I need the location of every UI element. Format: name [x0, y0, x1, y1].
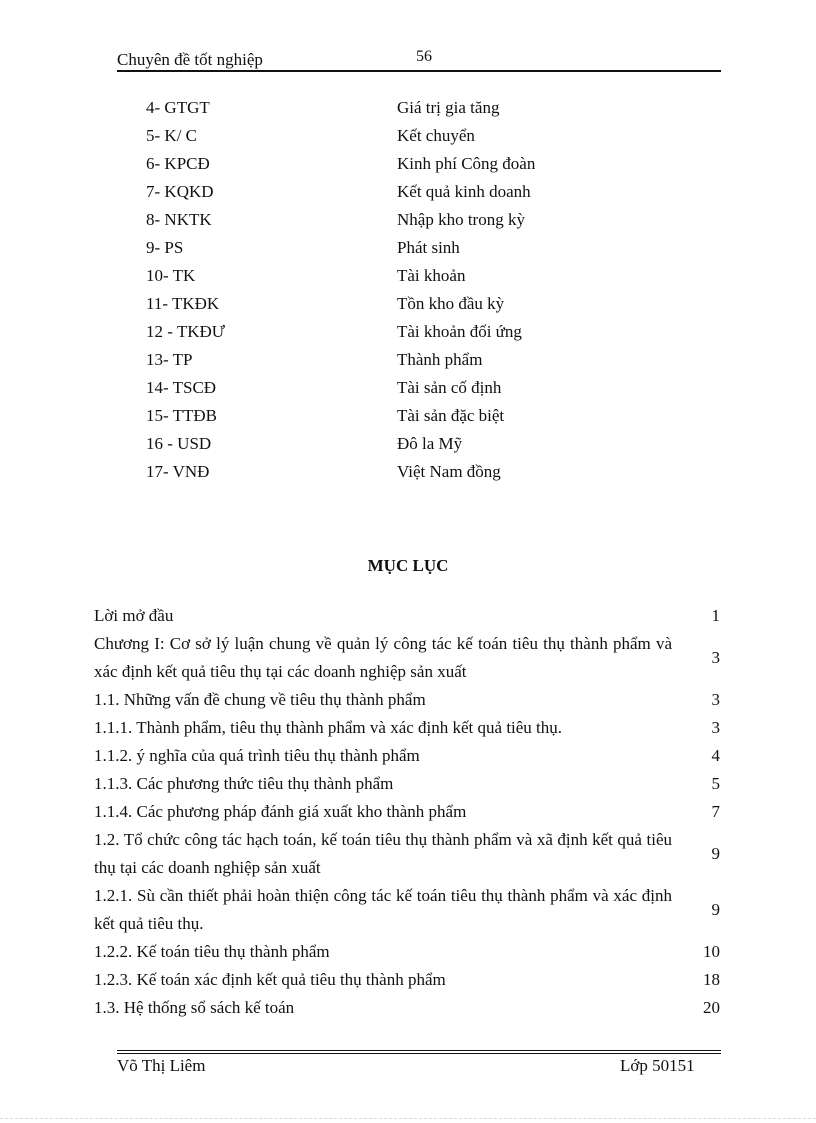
toc-entry-page: 10	[703, 942, 720, 961]
page-header	[117, 48, 721, 72]
abbreviation-row	[146, 402, 706, 430]
abbreviation-meaning: Tài khoản đối ứng	[397, 322, 522, 341]
abbreviation-code: 6- KPCĐ	[146, 154, 210, 173]
abbreviation-meaning: Giá trị gia tăng	[397, 98, 500, 117]
toc-entry[interactable]	[94, 770, 726, 798]
abbreviation-meaning: Phát sinh	[397, 238, 460, 257]
toc-entry-page: 9	[711, 844, 720, 863]
abbreviation-row	[146, 206, 706, 234]
toc-entry-text: 1.1.2. ý nghĩa của quá trình tiêu thụ thành phẩm	[94, 746, 420, 765]
abbreviation-meaning: Kết quả kinh doanh	[397, 182, 531, 201]
toc-entry-text: 1.3. Hệ thống sổ sách kế toán	[94, 998, 295, 1017]
toc-entry-text: 1.1.1. Thành phẩm, tiêu thụ thành phẩm và xác định kết quả tiêu thụ.	[94, 718, 563, 737]
footer-class: Lớp 50151	[620, 1056, 695, 1075]
abbreviation-row	[146, 234, 706, 262]
page-edge	[0, 1118, 816, 1119]
toc-title: MỤC LỤC	[367, 556, 449, 575]
abbreviation-code: 17- VNĐ	[146, 462, 210, 481]
toc-entry-text: 1.1.4. Các phương pháp đánh giá xuất kho thành phẩm	[94, 802, 467, 821]
toc-entry-page: 3	[711, 648, 720, 667]
abbreviation-code: 15- TTĐB	[146, 406, 217, 425]
abbreviation-meaning: Kinh phí Công đoàn	[397, 154, 536, 173]
abbreviation-row	[146, 458, 706, 486]
abbreviation-code: 12 - TKĐƯ	[146, 322, 225, 341]
abbreviation-code: 9- PS	[146, 238, 184, 257]
toc-entry[interactable]	[94, 994, 726, 1022]
toc-entry[interactable]	[94, 714, 726, 742]
abbreviation-code: 14- TSCĐ	[146, 378, 217, 397]
abbreviation-code: 11- TKĐK	[146, 294, 220, 313]
abbreviation-meaning: Tồn kho đầu kỳ	[397, 294, 505, 313]
abbreviation-row	[146, 94, 706, 122]
toc-entry-page: 7	[711, 802, 720, 821]
abbreviation-meaning: Kết chuyển	[397, 126, 475, 145]
toc-entry-page: 9	[711, 900, 720, 919]
toc-entry-page: 5	[711, 774, 720, 793]
toc-entry[interactable]	[94, 630, 726, 686]
toc-entry-page: 18	[703, 970, 720, 989]
toc-entry-text: 1.2.2. Kế toán tiêu thụ thành phẩm	[94, 942, 330, 961]
toc-entry-text: 1.2.3. Kế toán xác định kết quả tiêu thụ thành phẩm	[94, 970, 446, 989]
abbreviation-row	[146, 290, 706, 318]
abbreviation-row	[146, 374, 706, 402]
abbreviation-code: 16 - USD	[146, 434, 212, 453]
abbreviation-code: 13- TP	[146, 350, 193, 369]
toc-entry[interactable]	[94, 602, 726, 630]
footer-rule	[117, 1050, 721, 1051]
footer-author: Võ Thị Liêm	[117, 1056, 206, 1075]
toc-entry[interactable]	[94, 742, 726, 770]
toc-entry-text: 1.1.3. Các phương thức tiêu thụ thành phẩm	[94, 774, 394, 793]
abbreviation-code: 8- NKTK	[146, 210, 212, 229]
abbreviation-meaning: Việt Nam đồng	[397, 462, 501, 481]
abbreviation-meaning: Nhập kho trong kỳ	[397, 210, 525, 229]
toc-entry[interactable]	[94, 966, 726, 994]
toc-entry-text: Lời mở đầu	[94, 606, 174, 625]
toc-entry[interactable]	[94, 686, 726, 714]
abbreviation-meaning: Đô la Mỹ	[397, 434, 463, 453]
toc-entry-text: 1.1. Những vấn đề chung về tiêu thụ thành phẩm	[94, 690, 426, 709]
toc-entry[interactable]	[94, 826, 726, 882]
abbreviation-code: 7- KQKD	[146, 182, 214, 201]
abbreviation-row	[146, 318, 706, 346]
toc-entry-text: Chương I: Cơ sở lý luận chung về quản lý công tác kế toán tiêu thụ thành phẩm và xác định kết quả tiêu thụ tại các doanh nghiệp sản xuất	[94, 634, 672, 681]
toc-entry-page: 3	[711, 690, 720, 709]
toc-entry-text: 1.2. Tổ chức công tác hạch toán, kế toán tiêu thụ thành phẩm và xã định kết quả tiêu thụ tại các doanh nghiệp sản xuất	[94, 830, 672, 877]
header-rule	[117, 70, 721, 72]
footer-rule	[117, 1053, 721, 1054]
header-title: Chuyên đề tốt nghiệp	[117, 50, 263, 69]
abbreviation-row	[146, 346, 706, 374]
abbreviation-code: 10- TK	[146, 266, 196, 285]
abbreviation-meaning: Tài sản cố định	[397, 378, 502, 397]
abbreviation-code: 5- K/ C	[146, 126, 197, 145]
toc-entry-page: 1	[711, 606, 720, 625]
abbreviation-meaning: Tài sản đặc biệt	[397, 406, 505, 425]
toc-entry[interactable]	[94, 798, 726, 826]
toc-entry[interactable]	[94, 938, 726, 966]
toc-entry[interactable]	[94, 882, 726, 938]
abbreviation-row	[146, 178, 706, 206]
page-number: 56	[416, 48, 432, 65]
abbreviation-row	[146, 262, 706, 290]
toc-entry-text: 1.2.1. Sù cần thiết phải hoàn thiện công tác kế toán tiêu thụ thành phẩm và xác định kết quả tiêu thụ.	[94, 886, 672, 933]
abbreviation-row	[146, 122, 706, 150]
abbreviation-row	[146, 150, 706, 178]
toc-entry-page: 20	[703, 998, 720, 1017]
abbreviation-row	[146, 430, 706, 458]
abbreviation-list	[146, 94, 706, 486]
toc-entry-page: 3	[711, 718, 720, 737]
abbreviation-meaning: Tài khoản	[397, 266, 466, 285]
table-of-contents	[94, 602, 726, 1022]
toc-entry-page: 4	[711, 746, 720, 765]
abbreviation-meaning: Thành phẩm	[397, 350, 483, 369]
abbreviation-code: 4- GTGT	[146, 98, 210, 117]
